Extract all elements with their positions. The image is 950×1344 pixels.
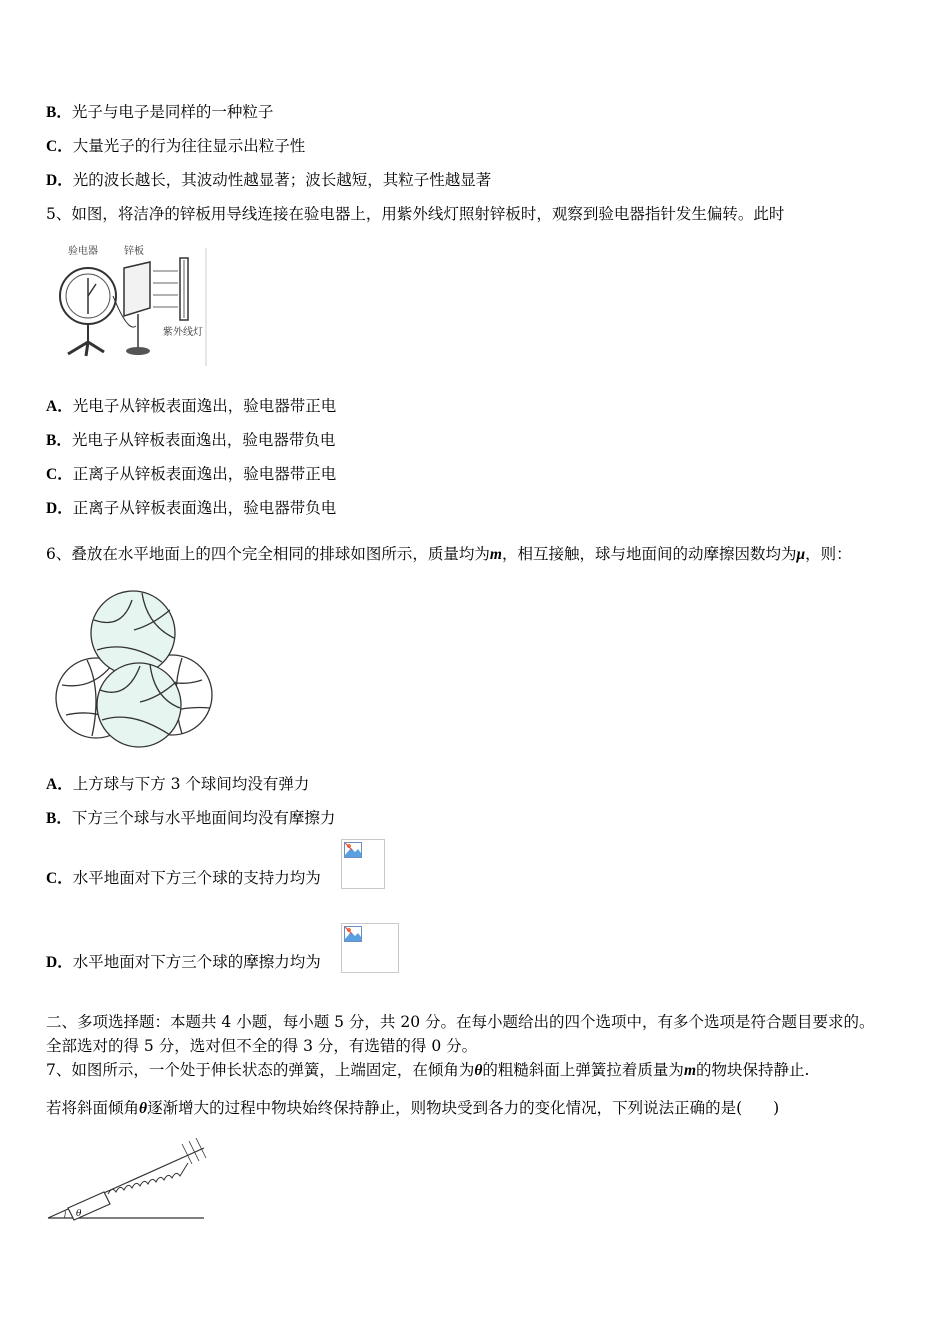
electroscope-label: 验电器 [68,246,98,257]
angle-label: θ [76,1209,82,1219]
q5-stem: 5、如图，将洁净的锌板用导线连接在验电器上，用紫外线灯照射锌板时，观察到验电器指针发生偏转。此时 [46,205,785,223]
q4-option-c: C．大量光子的行为往往显示出粒子性 [46,137,306,155]
formula-image-placeholder-d [341,923,399,973]
zinc-plate-label: 锌板 [124,246,144,257]
spring [108,1163,188,1194]
volleyball-top [91,591,175,675]
q6-option-d: D．水平地面对下方三个球的摩擦力均为 [46,953,321,971]
broken-image-icon [344,842,362,858]
electroscope-needle [88,284,96,296]
uv-lamp-label: 紫外线灯 [163,327,203,338]
zinc-plate [124,262,150,316]
electroscope-figure [58,238,218,368]
block [68,1192,110,1220]
q7-stem-line2: 若将斜面倾角θ逐渐增大的过程中物块始终保持静止，则物块受到各力的变化情况，下列说法正确的是( ) [46,1099,780,1117]
q5-option-b: B．光电子从锌板表面逸出，验电器带负电 [46,431,336,449]
q5-option-d: D．正离子从锌板表面逸出，验电器带负电 [46,499,337,517]
q6-stem: 6、叠放在水平地面上的四个完全相同的排球如图所示，质量均为m，相互接触，球与地面间的动摩擦因数均为μ，则： [46,545,852,563]
q4-option-d: D．光的波长越长，其波动性越显著；波长越短，其粒子性越显著 [46,171,492,189]
section2-header-line2: 全部选对的得 5 分，选对但不全的得 3 分，有选错的得 0 分。 [46,1037,478,1055]
wall-hatching [182,1138,206,1164]
q7-stem-line1: 7、如图所示，一个处于伸长状态的弹簧，上端固定，在倾角为θ的粗糙斜面上弹簧拉着质量为m的物块保持静止. [46,1061,810,1079]
incline-spring-figure [46,1130,208,1222]
formula-image-placeholder-c [341,839,385,889]
section2-header-line1: 二、多项选择题：本题共 4 小题，每小题 5 分，共 20 分。在每小题给出的四个选项中，有多个选项是符合题目要求的。 [46,1013,875,1031]
q5-option-c: C．正离子从锌板表面逸出，验电器带正电 [46,465,337,483]
q6-option-b: B．下方三个球与水平地面间均没有摩擦力 [46,809,336,827]
electroscope-tripod [68,342,104,356]
q6-option-a: A．上方球与下方 3 个球间均没有弹力 [46,775,310,793]
zinc-plate-base [126,347,150,355]
broken-image-icon [344,926,362,942]
volleyball-figure [52,590,217,752]
q6-option-c: C．水平地面对下方三个球的支持力均为 [46,869,321,887]
q5-option-a: A．光电子从锌板表面逸出，验电器带正电 [46,397,337,415]
q4-option-b: B．光子与电子是同样的一种粒子 [46,103,274,121]
